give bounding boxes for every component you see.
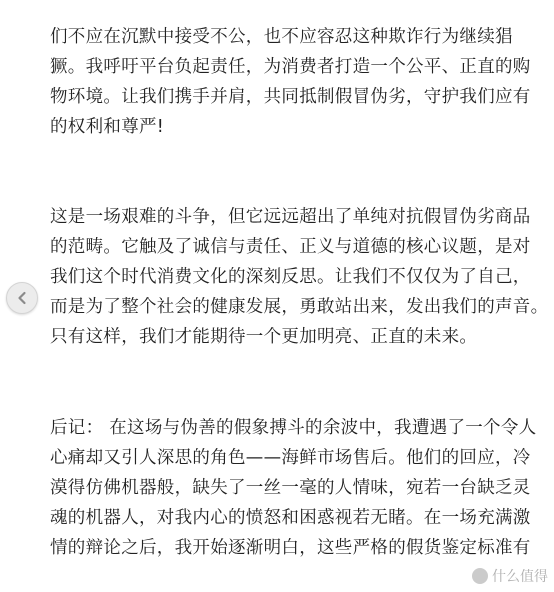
paragraph-line: 而是为了整个社会的健康发展，勇敢站出来，发出我们的声音。 — [50, 297, 549, 317]
watermark-text: 什么值得 — [492, 569, 548, 585]
chevron-left-icon — [14, 290, 30, 306]
paragraph-line: 我们这个时代消费文化的深刻反思。让我们不仅仅为了自己， — [50, 267, 531, 287]
paragraph-line: 这是一场艰难的斗争，但它远远超出了单纯对抗假冒伪劣商品 — [50, 207, 531, 227]
watermark — [472, 566, 548, 586]
paragraph-line: 心痛却又引人深思的角色——海鲜市场售后。他们的回应，冷 — [50, 448, 531, 468]
back-button[interactable] — [6, 282, 38, 314]
paragraph-line: 只有这样，我们才能期待一个更加明亮、正直的未来。 — [50, 327, 478, 347]
paragraph-line: 物环境。让我们携手并肩，共同抵制假冒伪劣，守护我们应有 — [50, 87, 531, 107]
watermark-logo-icon — [472, 568, 488, 584]
paragraph-1 — [50, 22, 531, 142]
paragraph-line: 漠得仿佛机器般，缺失了一丝一毫的人情味，宛若一台缺乏灵 — [50, 478, 531, 498]
paragraph-3 — [50, 413, 536, 563]
paragraph-line: 情的辩论之后，我开始逐渐明白，这些严格的假货鉴定标准有 — [50, 538, 531, 558]
paragraph-2 — [50, 202, 548, 352]
paragraph-line: 獗。我呼吁平台负起责任，为消费者打造一个公平、正直的购 — [50, 57, 531, 77]
paragraph-line: 的权利和尊严! — [50, 117, 165, 137]
paragraph-line: 后记： 在这场与伪善的假象搏斗的余波中，我遭遇了一个令人 — [50, 418, 537, 438]
paragraph-line: 们不应在沉默中接受不公，也不应容忍这种欺诈行为继续猖 — [50, 27, 513, 47]
paragraph-line: 魂的机器人，对我内心的愤怒和困惑视若无睹。在一场充满激 — [50, 508, 531, 528]
paragraph-line: 的范畴。它触及了诚信与责任、正义与道德的核心议题，是对 — [50, 237, 531, 257]
